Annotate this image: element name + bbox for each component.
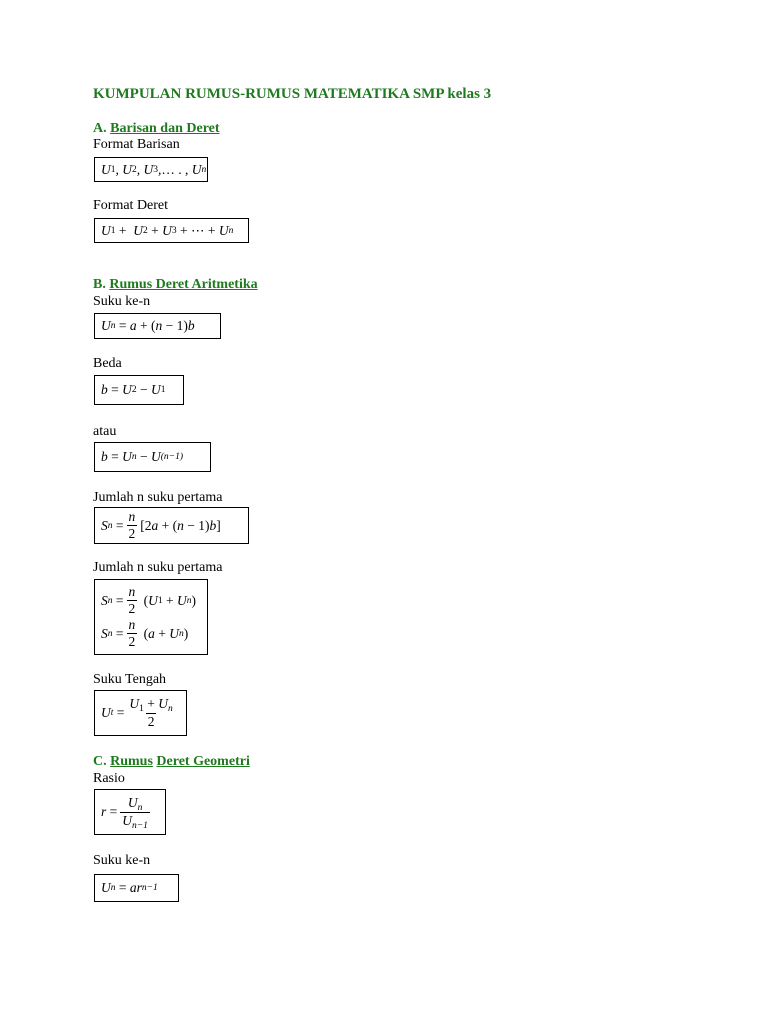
label-suku-aritmetika: Suku ke-n	[93, 294, 151, 309]
label-atau: atau	[93, 424, 117, 439]
formula-suku-tengah: U t = $\frac{U_1 + U_n}{2}$	[94, 690, 187, 736]
label-rasio: Rasio	[93, 771, 125, 786]
formula-beda: b = U 2 − U 1	[94, 375, 184, 405]
label-suku-tengah: Suku Tengah	[93, 672, 167, 687]
label-format-deret: Format Deret	[93, 198, 169, 213]
formula-suku-aritmetika: U n = a + ( n − 1) b	[94, 313, 221, 339]
label-jumlah-1: Jumlah n suku pertama	[93, 490, 223, 505]
formula-rasio: r = $\frac{U_n}{U_{n-1}}$	[94, 789, 166, 835]
formula-beda-alternatif: b = U n − U (n−1)	[94, 442, 211, 472]
label-beda: Beda	[93, 356, 122, 371]
section-a-prefix: A.	[93, 121, 107, 136]
label-suku-geometri: Suku ke-n	[93, 853, 151, 868]
section-a-heading	[93, 121, 220, 137]
section-b-heading	[93, 277, 258, 293]
formula-format-deret: U 1 + U 2 + U 3 + ⋯ + U n	[94, 218, 249, 243]
formula-suku-geometri: U n = ar n−1	[94, 874, 179, 902]
formula-jumlah-1: S n = $\frac{n}{2}$ [2 a + ( n − 1) b ]	[94, 507, 249, 544]
formula-format-barisan: U 1 , U 2 , U 3 , … . , U n	[94, 157, 208, 182]
section-c-prefix: C.	[93, 754, 107, 769]
section-b-prefix: B.	[93, 277, 106, 292]
label-jumlah-2: Jumlah n suku pertama	[93, 560, 223, 575]
section-c-heading	[93, 754, 250, 770]
section-b-title[interactable]: Rumus Deret Aritmetika	[109, 277, 258, 292]
formula-jumlah-2: S n = $\frac{n}{2}$ ( U 1 + U n ) S n = $\frac{n}{2}$ ( a + U n )	[94, 579, 208, 655]
section-c-title-rumus[interactable]: Rumus	[110, 754, 153, 769]
section-c-title-deret-geometri[interactable]: Deret Geometri	[156, 754, 250, 769]
page-title: KUMPULAN RUMUS-RUMUS MATEMATIKA SMP kelas 3	[93, 86, 492, 102]
section-a-title[interactable]: Barisan dan Deret	[110, 121, 220, 136]
label-format-barisan: Format Barisan	[93, 137, 180, 152]
